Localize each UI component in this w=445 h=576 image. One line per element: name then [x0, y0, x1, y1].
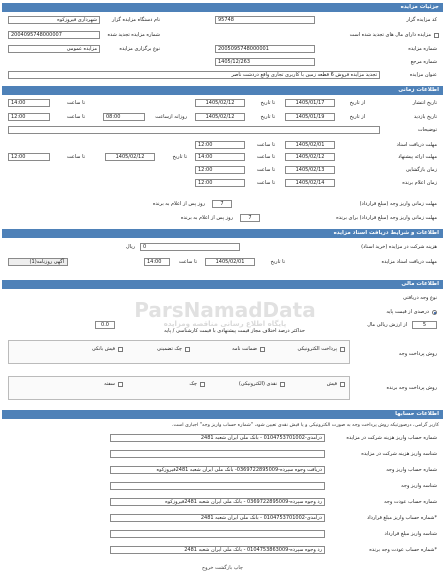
- method-slip-checkbox[interactable]: [118, 347, 123, 352]
- visit-daily-label: روزانه ازساعت: [155, 114, 187, 120]
- account-label: *شماره حساب واریز مبلغ قرارداد: [367, 515, 437, 521]
- winner-announce-time-label: تا ساعت: [256, 180, 275, 186]
- visit-to-label: تا تاریخ: [260, 114, 275, 120]
- visit-date-label: تاریخ بازدید: [413, 114, 437, 120]
- visit-to-field: 1405/02/12: [195, 113, 245, 121]
- offer-deadline-date-field: 1405/02/12: [285, 153, 335, 161]
- renewal-number-field: 2004095748000007: [8, 31, 100, 39]
- account-value-field: [110, 482, 325, 490]
- publish-from-field: 1405/01/17: [285, 99, 335, 107]
- method-electronic-checkbox[interactable]: [340, 347, 345, 352]
- account-label: *شماره حساب عودت وجه برنده: [369, 547, 437, 553]
- description-label: توضیحات: [417, 127, 437, 133]
- section-timing: اطلاعات زمانی: [2, 86, 443, 95]
- offer-to-time-label: تا ساعت: [66, 154, 85, 160]
- winner-slip-checkbox[interactable]: [340, 382, 345, 387]
- org-name-label: نام دستگاه مزایده گزار: [111, 17, 160, 23]
- winner-announce-date-field: 1405/02/14: [285, 179, 335, 187]
- max-diff-field: 0.0: [95, 321, 115, 329]
- publish-to-field: 1405/02/12: [195, 99, 245, 107]
- guarantee-days-field: 7: [240, 214, 260, 222]
- visit-daily-from-field: 08:00: [103, 113, 145, 121]
- footer-actions[interactable]: چاپ بازگشت خروج: [201, 565, 244, 571]
- opening-label: زمان بازگشایی: [405, 167, 437, 173]
- offer-to-date-label: تا تاریخ: [172, 154, 187, 160]
- method-slip-label: فیش بانکی: [91, 346, 115, 352]
- winner-cash-checkbox[interactable]: [280, 382, 285, 387]
- tender-title-label: عنوان مزایده: [409, 72, 437, 78]
- winner-deposit-label: مهلت زمانی واریز وجه (مبلغ قرارداد): [359, 201, 437, 207]
- tender-type-field: مزایده عمومی: [8, 45, 100, 53]
- winner-announce-label: زمان اعلام برنده: [402, 180, 437, 186]
- watermark-tagline: پایگاه اطلاع رسانی مناقصه ومزایده: [163, 320, 287, 328]
- visit-daily-to-label: تا ساعت: [66, 114, 85, 120]
- account-value-field: رد وجوه سپرده-0104753863009 - بانک ملی ایران شعبه 2481: [110, 546, 325, 554]
- visit-from-field: 1405/01/19: [285, 113, 335, 121]
- tender-code-field: 95748: [215, 16, 315, 24]
- account-label: شناسه واریز هزینه شرکت در مزایده: [361, 451, 437, 457]
- winner-slip-label: فیش: [326, 381, 337, 387]
- account-label: شماره حساب واریز هزینه شرکت در مزایده: [346, 435, 437, 441]
- section-tender-details: جزئیات مزایده: [2, 3, 443, 12]
- offer-deadline-time-field: 14:00: [195, 153, 245, 161]
- fee-label: هزینه شرکت در مزایده (خرید اسناد): [361, 244, 437, 250]
- account-value-field: درآمدی-0104753701002 - بانک ملی ایران شعبه 2481: [110, 514, 325, 522]
- doc-deadline-label: مهلت دریافت اسناد: [396, 142, 437, 148]
- publish-time-label: تا ساعت: [66, 100, 85, 106]
- winner-deposit-days-field: 7: [212, 200, 232, 208]
- doc-receive-time-label: تا ساعت: [178, 259, 197, 265]
- method-guarantee-checkbox[interactable]: [260, 347, 265, 352]
- winner-method-label: روش پرداخت وجه برنده: [386, 385, 437, 391]
- account-label: شماره حساب عودت وجه: [384, 499, 437, 505]
- section-accounts: اطلاعات حسابها: [2, 410, 443, 419]
- doc-deadline-time-label: تا ساعت: [256, 142, 275, 148]
- newspaper-ad-button[interactable]: آگهی روزنامه(1): [8, 258, 68, 266]
- guarantee-deadline-label: مهلت زمانی واریز وجه (مبلغ قرارداد) برای برنده: [336, 215, 437, 221]
- org-name-field: شهرداری فیروزکوه: [8, 16, 100, 24]
- percent-of-base-radio[interactable]: [432, 310, 437, 315]
- fee-field: 0: [140, 243, 240, 251]
- deposit-method-label: روش پرداخت وجه: [398, 351, 437, 357]
- method-check-checkbox[interactable]: [185, 347, 190, 352]
- method-check-label: چک تضمینی: [157, 346, 182, 352]
- account-label: شناسه واریز وجه: [401, 483, 437, 489]
- doc-deadline-date-field: 1405/02/01: [285, 141, 335, 149]
- account-value-field: [110, 530, 325, 538]
- tender-number-field: 2005095748000001: [215, 45, 315, 53]
- winner-check-checkbox[interactable]: [200, 382, 205, 387]
- renewal-number-label: شماره مزایده تجدید شده: [107, 32, 160, 38]
- renewal-checkbox[interactable]: [434, 33, 439, 38]
- tender-code-label: کد مزایده گزار: [406, 17, 437, 23]
- publish-from-label: از تاریخ: [349, 100, 365, 106]
- winner-check-label: چک: [189, 381, 197, 387]
- ref-number-field: 1405/12/263: [215, 58, 315, 66]
- ref-number-label: شماره مرجع: [410, 59, 437, 65]
- min-percent-field: 5: [412, 321, 437, 329]
- winner-announce-time-field: 12:00: [195, 179, 245, 187]
- account-value-field: دریافت وجوه سپرده-0369722895009- بانک ملی ایران شعبه 2481فیروزکوه: [110, 466, 325, 474]
- watermark-logo: ParsNamadData: [134, 298, 316, 322]
- tender-number-label: شماره مزایده: [408, 46, 437, 52]
- offer-deadline-label: مهلت ارائه پیشنهاد: [398, 154, 437, 160]
- doc-receive-deadline-label: مهلت دریافت اسناد مزایده: [381, 259, 437, 265]
- renewal-label: مزایده دارای مال های تجدید شده است: [349, 32, 431, 38]
- publish-time-field: 14:00: [8, 99, 50, 107]
- tender-title-field: تجدید مزایده فروش 6 قطعه زمین با کاربری تجاری واقع دردشت ناصر: [8, 71, 380, 79]
- doc-receive-to-label: تا تاریخ: [270, 259, 285, 265]
- fee-unit: ریال: [126, 244, 135, 250]
- section-conditions: اطلاعات و شرایط دریافت اسناد مزایده: [2, 229, 443, 238]
- visit-from-label: از تاریخ: [349, 114, 365, 120]
- winner-promissory-label: سفته: [104, 381, 115, 387]
- winner-promissory-checkbox[interactable]: [118, 382, 123, 387]
- section-financial: اطلاعات مالی: [2, 280, 443, 289]
- offer-to-date-field: 1405/02/12: [105, 153, 155, 161]
- doc-receive-date-field: 1405/02/01: [205, 258, 255, 266]
- opening-date-field: 1405/02/13: [285, 166, 335, 174]
- opening-time-field: 12:00: [195, 166, 245, 174]
- winner-deposit-suffix: روز پس از اعلام به برنده: [152, 201, 205, 207]
- account-value-field: رد وجوه سپرده-0369722895009 - بانک ملی ایران شعبه 2481فیروزکوه: [110, 498, 325, 506]
- account-value-field: [110, 450, 325, 458]
- offer-to-time-field: 12:00: [8, 153, 50, 161]
- offer-deadline-time-label: تا ساعت: [256, 154, 275, 160]
- method-guarantee-label: ضمانت نامه: [232, 346, 257, 352]
- accounts-note: کاربر گرامی، درصورتیکه روش پرداخت وجه به صورت الکترونیکی و یا فیش نقدی تعیین شود، "شماره حساب واریز وجه" اجباری است.: [171, 423, 439, 428]
- account-label: شماره حساب واریز وجه: [386, 467, 437, 473]
- method-electronic-label: پرداخت الکترونیکی: [297, 346, 337, 352]
- publish-to-label: تا تاریخ: [260, 100, 275, 106]
- winner-cash-label: نقدی (الکترونیکی): [238, 381, 277, 387]
- visit-daily-to-field: 12:00: [8, 113, 50, 121]
- deposit-type-label: نوع وجه دریافتی: [403, 295, 437, 301]
- max-diff-label: حداکثر درصد اختلاف مجاز قیمت پیشنهادی با قیمت کارشناسی / پایه: [164, 328, 305, 334]
- tender-type-label: نوع برگزاری مزایده: [119, 46, 160, 52]
- description-field: [8, 126, 380, 134]
- opening-time-label: تا ساعت: [256, 167, 275, 173]
- account-label: شناسه واریز مبلغ قرارداد: [384, 531, 437, 537]
- percent-of-base-label: درصدی از قیمت پایه: [386, 309, 429, 315]
- doc-receive-time-field: 14:00: [144, 258, 170, 266]
- publish-date-label: تاریخ انتشار: [412, 100, 437, 106]
- account-value-field: درآمدی-0104753701002 - بانک ملی ایران شعبه 2481: [110, 434, 325, 442]
- winner-method-group: [8, 376, 350, 400]
- guarantee-suffix: روز پس از اعلام به برنده: [180, 215, 233, 221]
- doc-deadline-time-field: 12:00: [195, 141, 245, 149]
- min-percent-label: از ارزش ریالی مال: [367, 322, 407, 328]
